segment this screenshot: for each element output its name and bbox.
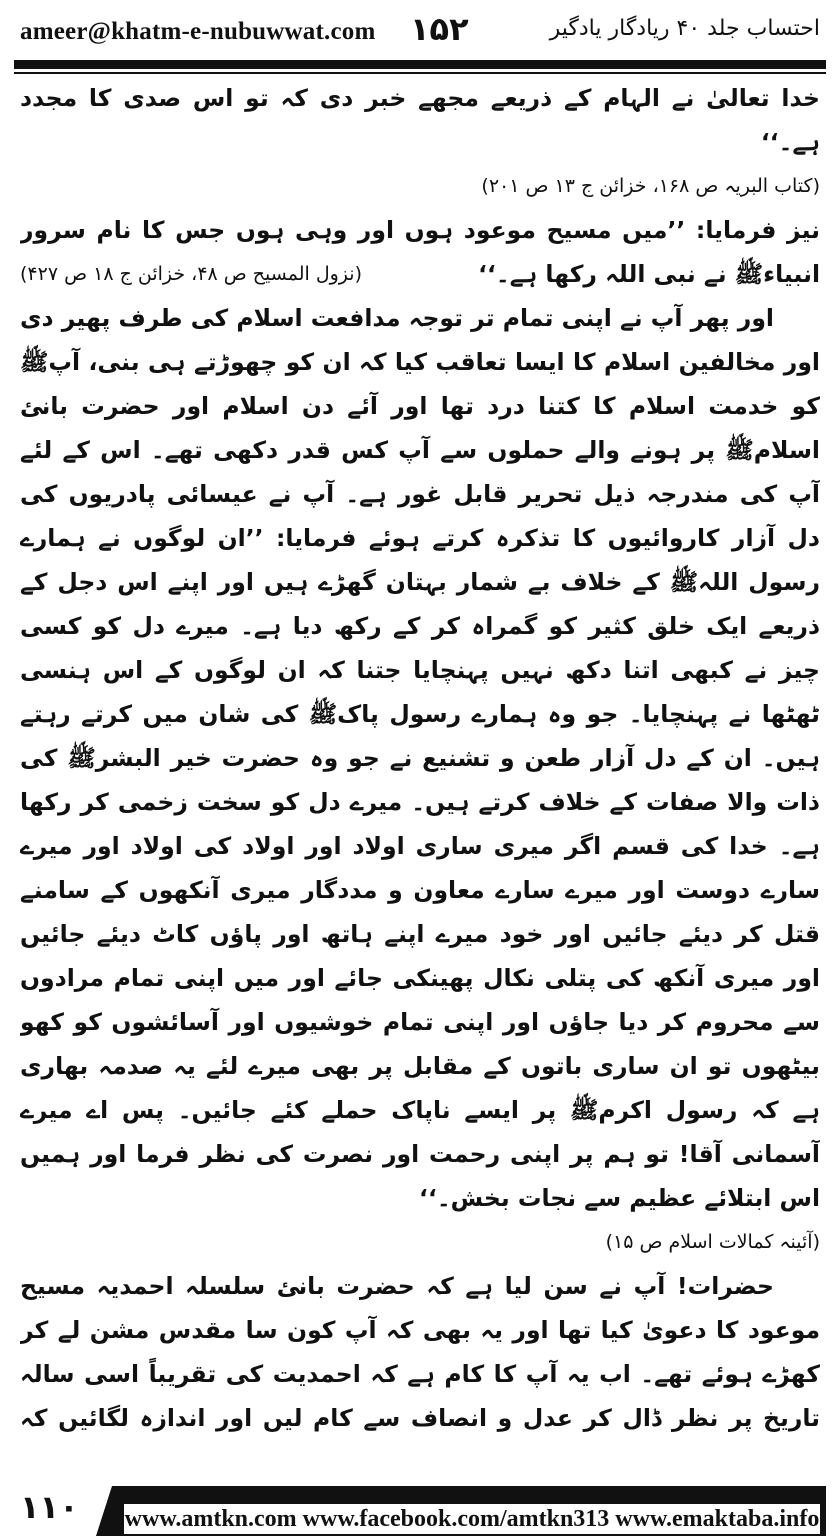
footer-page-number: ۱۱۰	[20, 1488, 79, 1526]
footer-links: www.amtkn.com www.facebook.com/amtkn313 www.emaktaba.info	[124, 1506, 820, 1532]
reference-2: (نزول المسیح ص ۴۸، خزائن ج ۱۸ ص ۴۲۷)	[20, 263, 362, 285]
page-footer	[14, 1486, 826, 1536]
body-paragraph-2-text: نیز فرمایا: ’’میں مسیح موعود ہوں اور وہی ہوں جس کا نام سرور انبیاءﷺ نے نبی اللہ رکھا ہے۔‘‘	[20, 216, 820, 288]
page-body	[20, 76, 820, 1446]
body-line-1: خدا تعالیٰ نے الہام کے ذریعے مجھے خبر دی کہ تو اس صدی کا مجدد ہے۔‘‘	[20, 84, 820, 156]
header-rule-thin	[14, 72, 826, 74]
header-book-title: احتساب جلد ۴۰ ریادگار یادگیر	[549, 16, 820, 41]
body-paragraph-3: اور پھر آپ نے اپنی تمام تر توجہ مدافعت اسلام کی طرف پھیر دی اور مخالفین اسلام کا ایسا تعاقب کیا کہ ان کو چھوڑتے ہی بنی، آپﷺ کو خدمت اسلام کا کتنا درد تھا اور آئے دن اسلام اور حضرت بانئ اسلامﷺ پر ہونے والے حملوں سے آپ کس قدر دکھی تھے۔ اس کے لئے آپ کی مندرجہ ذیل تحریر قابل غور ہے۔ آپ نے عیسائی پادریوں کی دل آزار کاروائیوں کا تذکرہ کرتے ہوئے فرمایا: ’’ان لوگوں نے ہمارے رسول اللہﷺ کے خلاف بے شمار بہتان گھڑے ہیں اور اپنے اس دجل کے ذریعے ایک خلق کثیر کو گمراہ کر کے رکھ دیا ہے۔ میرے دل کو کسی چیز نے کبھی اتنا دکھ نہیں پہنچایا جتنا کہ ان لوگوں کے اس ہنسی ٹھٹھا نے پہنچایا۔ جو وہ ہمارے رسول پاکﷺ کی شان میں کرتے رہتے ہیں۔ ان کے دل آزار طعن و تشنیع نے جو وہ حضرت خیر البشرﷺ کی ذات والا صفات کے خلاف کرتے ہیں۔ میرے دل کو سخت زخمی کر رکھا ہے۔ خدا کی قسم اگر میری ساری اولاد اور اولاد کی اولاد اور میرے سارے دوست اور میرے سارے معاون و مددگار میری آنکھوں کے سامنے قتل کر دیئے جائیں اور خود میرے اپنے ہاتھ اور پاؤں کاٹ دیئے جائیں اور میری آنکھ کی پتلی نکال پھینکی جائے اور میں اپنی تمام مرادوں سے محروم کر دیا جاؤں اور اپنی تمام خوشیوں اور آسائشوں کو کھو بیٹھوں تو ان ساری باتوں کے مقابل پر بھی میرے لئے یہ صدمہ بھاری ہے کہ رسول اکرمﷺ پر ایسے ناپاک حملے کئے جائیں۔ پس اے میرے آسمانی آقا! تو ہم پر اپنی رحمت اور نصرت کی نظر فرما اور ہمیں اس ابتلائے عظیم سے نجات بخش۔‘‘	[20, 304, 820, 1212]
reference-3: (آئینہ کمالات اسلام ص ۱۵)	[605, 1231, 820, 1253]
body-paragraph-4: حضرات! آپ نے سن لیا ہے کہ حضرت بانئ سلسلہ احمدیہ مسیح موعود کا دعویٰ کیا تھا اور یہ بھی کہ آپ کون سا مقدس مشن لے کر کھڑے ہوئے تھے۔ اب یہ آپ کا کام ہے کہ احمدیت کی تقریباً اسی سالہ تاریخ پر نظر ڈال کر عدل و انصاف سے کام لیں اور اندازہ لگائیں کہ	[20, 1272, 820, 1432]
header-rule-thick	[14, 60, 826, 69]
reference-1: (کتاب البریہ ص ۱۶۸، خزائن ج ۱۳ ص ۲۰۱)	[481, 175, 820, 197]
header-page-number: ۱۵۲	[410, 10, 469, 48]
page-header	[18, 10, 822, 54]
header-email: ameer@khatm-e-nubuwwat.com	[20, 18, 376, 45]
body-paragraph-2	[20, 208, 820, 296]
